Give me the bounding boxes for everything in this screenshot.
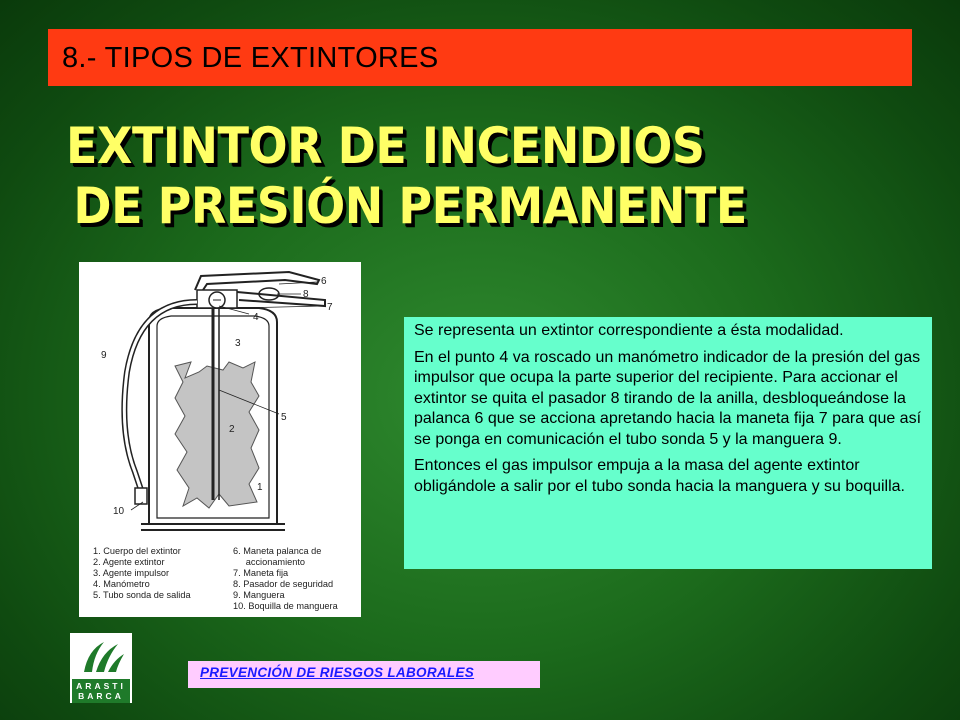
callout-6: 6 — [321, 276, 327, 287]
logo-text-line-1: ARASTI — [76, 681, 126, 691]
legend-item: 1. Cuerpo del extintor — [93, 546, 181, 556]
description-paragraph-3: Entonces el gas impulsor empuja a la masa del agente extintor obligándole a salir por el tubo sonda hacia la manguera y su boquilla. — [414, 457, 905, 495]
legend-item: 7. Maneta fija — [233, 568, 289, 578]
legend-item: 6. Maneta palanca de — [233, 546, 322, 556]
legend-item: 4. Manómetro — [93, 579, 150, 589]
company-logo — [70, 633, 132, 703]
logo-wordmark — [72, 679, 130, 703]
legend-item: 2. Agente extintor — [93, 557, 165, 567]
callout-9: 9 — [101, 350, 107, 361]
description-paragraph-2: En el punto 4 va roscado un manómetro indicador de la presión del gas impulsor que ocupa la parte superior del recipiente. Para accionar el extintor se quita el pasador 8 tirando de la anilla, desbloqueándose la palanca 6 que se acciona apretando hacia la maneta fija 7 para que así se ponga en comunicación el tubo sonda 5 y la manguera 9. — [414, 348, 922, 448]
extinguisher-diagram — [79, 262, 361, 617]
section-title: 8.- TIPOS DE EXTINTORES — [62, 42, 439, 74]
legend-item: accionamiento — [233, 557, 306, 567]
callout-3: 3 — [235, 338, 241, 349]
footer-link[interactable]: PREVENCIÓN DE RIESGOS LABORALES — [188, 661, 540, 688]
legend-item: 9. Manguera — [233, 590, 285, 600]
description-paragraph-1: Se representa un extintor correspondiente a ésta modalidad. — [414, 322, 844, 339]
main-title-line-2: DE PRESIÓN PERMANENTE — [73, 177, 747, 235]
callout-4: 4 — [253, 312, 259, 323]
description-box — [404, 317, 932, 569]
legend-column-right — [233, 546, 355, 612]
main-title-line-1: EXTINTOR DE INCENDIOS — [66, 117, 705, 175]
callout-10: 10 — [113, 506, 125, 517]
callout-5: 5 — [281, 412, 287, 423]
main-title — [66, 116, 747, 236]
logo-text-line-2: BARCA — [78, 691, 124, 701]
legend-item: 8. Pasador de seguridad — [233, 579, 334, 589]
legend-column-left — [93, 546, 223, 601]
legend-item: 3. Agente impulsor — [93, 568, 170, 578]
extinguisher-drawing — [79, 262, 361, 544]
callout-8: 8 — [303, 289, 309, 300]
legend-item: 10. Boquilla de manguera — [233, 601, 338, 611]
logo-mark-icon — [74, 636, 128, 676]
header-bar — [48, 29, 912, 86]
callout-2: 2 — [229, 424, 235, 435]
legend-item: 5. Tubo sonda de salida — [93, 590, 191, 600]
callout-7: 7 — [327, 302, 333, 313]
callout-1: 1 — [257, 482, 263, 493]
